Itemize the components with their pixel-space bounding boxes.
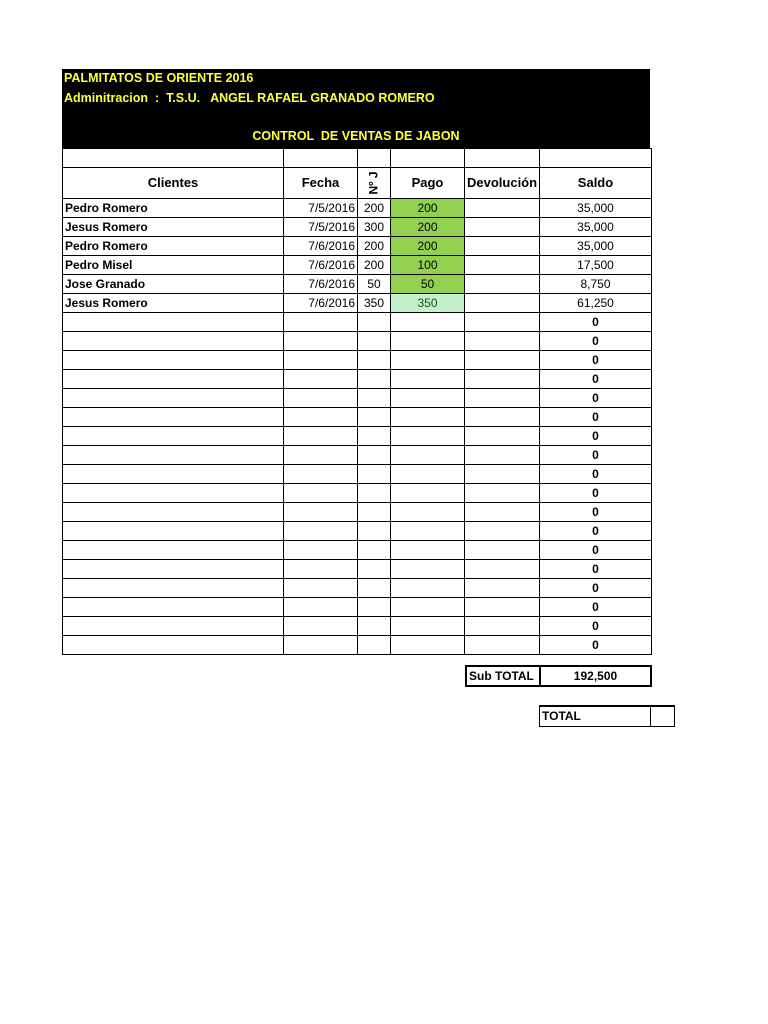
empty-row (63, 427, 652, 446)
cell-numero[interactable] (358, 389, 391, 408)
cell-saldo[interactable]: 0 (540, 617, 652, 636)
sales-table (62, 148, 652, 655)
cell-cliente[interactable] (63, 427, 284, 446)
cell-numero[interactable] (358, 484, 391, 503)
cell-devolucion[interactable] (465, 389, 540, 408)
empty-row (63, 446, 652, 465)
cell-cliente[interactable]: Jesus Romero (63, 218, 284, 237)
cell-pago[interactable] (391, 503, 465, 522)
empty-row (63, 313, 652, 332)
cell-pago[interactable] (391, 484, 465, 503)
cell-devolucion[interactable] (465, 484, 540, 503)
subtotal-box (465, 665, 652, 687)
cell-devolucion[interactable] (465, 313, 540, 332)
cell-pago[interactable] (391, 389, 465, 408)
cell-fecha[interactable]: 7/5/2016 (284, 199, 358, 218)
cell-numero[interactable] (358, 579, 391, 598)
sheet-title: CONTROL DE VENTAS DE JABON (252, 129, 460, 143)
cell-cliente[interactable]: Jose Granado (63, 275, 284, 294)
cell-fecha[interactable] (284, 313, 358, 332)
cell-pago[interactable] (391, 446, 465, 465)
cell-pago[interactable] (391, 408, 465, 427)
cell-fecha[interactable] (284, 427, 358, 446)
cell-numero[interactable]: 200 (358, 256, 391, 275)
cell-cliente[interactable] (63, 598, 284, 617)
cell-devolucion[interactable] (465, 370, 540, 389)
cell-pago[interactable] (391, 522, 465, 541)
cell-pago[interactable]: 100 (391, 256, 465, 275)
cell-pago[interactable] (391, 465, 465, 484)
cell-numero[interactable] (358, 332, 391, 351)
empty-row (63, 389, 652, 408)
subtotal-label[interactable]: Sub TOTAL (466, 666, 540, 686)
cell-fecha[interactable] (284, 617, 358, 636)
empty-row (63, 579, 652, 598)
cell-pago[interactable] (391, 541, 465, 560)
cell-cliente[interactable] (63, 332, 284, 351)
cell-fecha[interactable]: 7/6/2016 (284, 256, 358, 275)
cell-fecha[interactable] (284, 579, 358, 598)
cell-pago[interactable]: 200 (391, 218, 465, 237)
cell-saldo[interactable]: 0 (540, 636, 652, 655)
cell-numero[interactable]: 50 (358, 275, 391, 294)
cell-pago[interactable] (391, 579, 465, 598)
cell-pago[interactable]: 200 (391, 199, 465, 218)
cell-fecha[interactable] (284, 465, 358, 484)
cell-cliente[interactable] (63, 370, 284, 389)
cell-pago[interactable] (391, 332, 465, 351)
cell-fecha[interactable] (284, 332, 358, 351)
cell-cliente[interactable] (63, 617, 284, 636)
cell-cliente[interactable]: Pedro Romero (63, 237, 284, 256)
cell-cliente[interactable]: Pedro Romero (63, 199, 284, 218)
cell-cliente[interactable] (63, 446, 284, 465)
empty-row (63, 503, 652, 522)
cell-numero[interactable] (358, 408, 391, 427)
cell-numero[interactable] (358, 541, 391, 560)
sheet-header (62, 69, 650, 148)
cell-cliente[interactable] (63, 522, 284, 541)
cell-fecha[interactable] (284, 598, 358, 617)
col-header-fecha[interactable]: Fecha (284, 168, 358, 199)
cell-devolucion[interactable] (465, 218, 540, 237)
cell-numero[interactable]: 200 (358, 237, 391, 256)
cell-cliente[interactable] (63, 541, 284, 560)
cell-numero[interactable] (358, 617, 391, 636)
cell-devolucion[interactable] (465, 446, 540, 465)
cell-numero[interactable] (358, 351, 391, 370)
cell-cliente[interactable]: Jesus Romero (63, 294, 284, 313)
cell-pago[interactable] (391, 313, 465, 332)
cell-devolucion[interactable] (465, 636, 540, 655)
total-value[interactable] (651, 706, 675, 727)
cell-cliente[interactable] (63, 313, 284, 332)
cell-saldo[interactable]: 0 (540, 503, 652, 522)
cell-saldo[interactable]: 0 (540, 579, 652, 598)
cell-cliente[interactable] (63, 351, 284, 370)
cell-cliente[interactable] (63, 503, 284, 522)
empty-row (63, 465, 652, 484)
cell-numero[interactable] (358, 598, 391, 617)
cell-numero[interactable]: 350 (358, 294, 391, 313)
cell-numero[interactable] (358, 522, 391, 541)
cell-devolucion[interactable] (465, 579, 540, 598)
cell-fecha[interactable]: 7/6/2016 (284, 275, 358, 294)
empty-row (63, 617, 652, 636)
empty-row (63, 541, 652, 560)
cell-devolucion[interactable] (465, 503, 540, 522)
cell-devolucion[interactable] (465, 560, 540, 579)
cell-fecha[interactable] (284, 522, 358, 541)
cell-saldo[interactable]: 0 (540, 522, 652, 541)
column-header-row (63, 168, 652, 199)
cell-saldo[interactable]: 0 (540, 351, 652, 370)
company-title: PALMITATOS DE ORIENTE 2016 (64, 71, 254, 85)
cell-pago[interactable] (391, 370, 465, 389)
cell-fecha[interactable] (284, 370, 358, 389)
col-header-clientes[interactable]: Clientes (63, 168, 284, 199)
col-header-saldo[interactable]: Saldo (540, 168, 652, 199)
cell-saldo[interactable]: 0 (540, 484, 652, 503)
cell-devolucion[interactable] (465, 256, 540, 275)
cell-saldo[interactable]: 0 (540, 370, 652, 389)
cell-devolucion[interactable] (465, 408, 540, 427)
cell-saldo[interactable]: 0 (540, 332, 652, 351)
total-box (539, 705, 675, 727)
cell-fecha[interactable] (284, 446, 358, 465)
cell-numero[interactable]: 200 (358, 199, 391, 218)
cell-devolucion[interactable] (465, 237, 540, 256)
cell-cliente[interactable]: Pedro Misel (63, 256, 284, 275)
cell-saldo[interactable]: 8,750 (540, 275, 652, 294)
cell-saldo[interactable]: 0 (540, 446, 652, 465)
cell-devolucion[interactable] (465, 351, 540, 370)
cell-devolucion[interactable] (465, 199, 540, 218)
cell-fecha[interactable] (284, 351, 358, 370)
cell-saldo[interactable]: 17,500 (540, 256, 652, 275)
empty-row (63, 560, 652, 579)
cell-cliente[interactable] (63, 560, 284, 579)
cell-saldo[interactable]: 0 (540, 389, 652, 408)
cell-pago[interactable]: 200 (391, 237, 465, 256)
cell-cliente[interactable] (63, 465, 284, 484)
cell-pago[interactable] (391, 636, 465, 655)
cell-numero[interactable] (358, 370, 391, 389)
cell-fecha[interactable] (284, 408, 358, 427)
cell-pago[interactable]: 350 (391, 294, 465, 313)
cell-cliente[interactable] (63, 389, 284, 408)
cell-cliente[interactable] (63, 484, 284, 503)
cell-devolucion[interactable] (465, 275, 540, 294)
spacer-row (63, 149, 652, 168)
cell-numero[interactable] (358, 465, 391, 484)
cell-numero[interactable] (358, 503, 391, 522)
cell-numero[interactable] (358, 427, 391, 446)
cell-fecha[interactable] (284, 503, 358, 522)
table-row (63, 256, 652, 275)
administration-line: Adminitracion : T.S.U. ANGEL RAFAEL GRANADO ROMERO (64, 91, 435, 105)
col-header-numero-label: Nº J (367, 171, 381, 195)
cell-pago[interactable] (391, 351, 465, 370)
table-row (63, 237, 652, 256)
cell-numero[interactable] (358, 560, 391, 579)
cell-pago[interactable] (391, 598, 465, 617)
cell-fecha[interactable]: 7/6/2016 (284, 237, 358, 256)
cell-numero[interactable] (358, 313, 391, 332)
empty-row (63, 484, 652, 503)
cell-pago[interactable] (391, 560, 465, 579)
cell-cliente[interactable] (63, 408, 284, 427)
empty-row (63, 522, 652, 541)
cell-devolucion[interactable] (465, 598, 540, 617)
col-header-devolucion[interactable]: Devolución (465, 168, 540, 199)
cell-fecha[interactable] (284, 389, 358, 408)
cell-saldo[interactable]: 0 (540, 408, 652, 427)
total-label[interactable]: TOTAL (540, 706, 651, 727)
cell-saldo[interactable]: 0 (540, 598, 652, 617)
cell-fecha[interactable]: 7/6/2016 (284, 294, 358, 313)
cell-cliente[interactable] (63, 636, 284, 655)
cell-devolucion[interactable] (465, 465, 540, 484)
cell-pago[interactable] (391, 617, 465, 636)
empty-row (63, 598, 652, 617)
cell-fecha[interactable] (284, 560, 358, 579)
subtotal-value[interactable]: 192,500 (540, 666, 651, 686)
cell-saldo[interactable]: 35,000 (540, 199, 652, 218)
table-row (63, 294, 652, 313)
cell-cliente[interactable] (63, 579, 284, 598)
cell-fecha[interactable] (284, 484, 358, 503)
cell-numero[interactable] (358, 636, 391, 655)
cell-saldo[interactable]: 0 (540, 427, 652, 446)
col-header-pago[interactable]: Pago (391, 168, 465, 199)
empty-row (63, 636, 652, 655)
cell-saldo[interactable]: 35,000 (540, 218, 652, 237)
cell-saldo[interactable]: 35,000 (540, 237, 652, 256)
cell-devolucion[interactable] (465, 332, 540, 351)
cell-devolucion[interactable] (465, 522, 540, 541)
col-header-numero[interactable] (358, 168, 391, 199)
cell-fecha[interactable]: 7/5/2016 (284, 218, 358, 237)
table-row (63, 218, 652, 237)
cell-devolucion[interactable] (465, 617, 540, 636)
cell-saldo[interactable]: 0 (540, 560, 652, 579)
table-row (63, 275, 652, 294)
cell-numero[interactable]: 300 (358, 218, 391, 237)
cell-fecha[interactable] (284, 636, 358, 655)
cell-devolucion[interactable] (465, 541, 540, 560)
empty-row (63, 370, 652, 389)
empty-row (63, 408, 652, 427)
cell-numero[interactable] (358, 446, 391, 465)
cell-devolucion[interactable] (465, 294, 540, 313)
cell-pago[interactable] (391, 427, 465, 446)
cell-fecha[interactable] (284, 541, 358, 560)
table-row (63, 199, 652, 218)
cell-devolucion[interactable] (465, 427, 540, 446)
cell-pago[interactable]: 50 (391, 275, 465, 294)
empty-row (63, 351, 652, 370)
cell-saldo[interactable]: 0 (540, 465, 652, 484)
cell-saldo[interactable]: 61,250 (540, 294, 652, 313)
cell-saldo[interactable]: 0 (540, 541, 652, 560)
empty-row (63, 332, 652, 351)
cell-saldo[interactable]: 0 (540, 313, 652, 332)
